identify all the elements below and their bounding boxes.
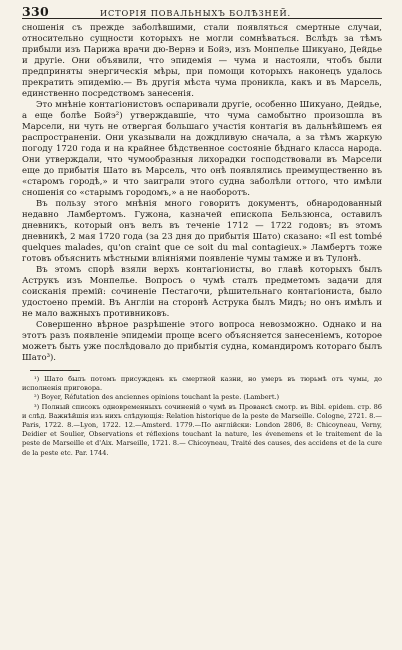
paragraph: Совершенно вѣрное разрѣшеніе этого вопроса невозможно. Однако и на этотъ разъ появленіе эпидеміи проще всего объясняется занесеніемъ, которое можетъ быть уже послѣдовало до прибытія судна, командиромъ котораго былъ Шато³).	[22, 320, 382, 363]
footnotes	[22, 375, 382, 458]
paragraph: сношенія съ прежде заболѣвшими, стали появляться смертные случаи, относительно сущности которыхъ не могли сомнѣваться. Вслѣдъ за тѣмъ прибыли изъ Парижа врачи дю-Вернэ и Бойэ, изъ Монпелье Шикуано, Дейдье и другіе. Они объявили, что эпидемія — чума и настояли, чтобъ были предприняты энергическія мѣры, при помощи которыхъ наконецъ удалось прекратить эпидемію.— Въ другія мѣста чума проникла, какъ и въ Марсель, единственно посредствомъ занесенія.	[22, 23, 382, 99]
footnote: ¹) Шато былъ потомъ присужденъ къ смертной казни, но умеръ въ тюрьмѣ отъ чумы, до исполненія приговора.	[22, 375, 382, 393]
footnote: ²) Boyer, Réfutation des anciennes opinions touchant la peste. (Lambert.)	[34, 393, 280, 402]
running-title: ИСТОРІЯ ПОВАЛЬНЫХЪ БОЛѢЗНЕЙ.	[99, 8, 292, 18]
running-head	[22, 4, 382, 19]
paragraph: Это мнѣніе контагіонистовъ оспаривали другіе, особенно Шикуано, Дейдье, а еще болѣе Бойэ²) утверждавшіе, что чума самобытно произошла въ Марсели, ни чуть не отвергая большаго участія контагія въ дальнѣйшемъ ея распространеніи. Они указывали на дождливую сначала, а за тѣмъ жаркую погоду 1720 года и на крайнее бѣдственное состояніе бѣднаго класса народа. Они утверждали, что чумообразныя лихорадки господствовали въ Марсели еще до прибытія Шато въ Марсель, что онѣ появлялись преимущественно въ «старомъ городѣ,» и что заиграли этого судна заболѣли оттого, что имѣли сношенія со «старымъ городомъ,» а не наоборотъ.	[22, 100, 382, 198]
footnote-separator	[30, 370, 80, 371]
main-text	[22, 23, 382, 364]
paragraph: Въ пользу этого мнѣнія много говоритъ документъ, обнародованный недавно Ламбертомъ. Гужона, казначей епископа Бельзюнса, оставилъ дневникъ, который онъ велъ въ теченіе 1712 — 1722 годовъ; въ этомъ дневникѣ, 2 мая 1720 года (за 23 дня до прибытія Шато) сказано: «Il est tombé quelques malades, qu'on craint que ce soit du mal contagieux.» Ламбертъ тоже готовъ объяснить мѣстными вліяніями появленіе чумы тамже и въ Тулонѣ.	[22, 199, 382, 264]
page-number: 330	[22, 4, 49, 19]
footnote: ³) Полный списокъ одновременныхъ сочиненій о чумѣ въ Провансѣ смотр. въ Bibl. epidem. стр. 86 и слѣд. Важнѣйшія изъ нихъ слѣдующія: Relation historique de la peste de Marseille. Cologne, 2721. 8.—Paris, 1722. 8.—Lyon, 1722. 12.—Amsterd. 1779.—По англійски: London 2806, 8: Chicoyneau, Verny, Deidier et Soulier, Observations et réflexions touchant la nature, les évenemens et le traitement de la peste de Marseille et d'Aix. Marseille, 1721. 8.— Chicoyneau, Traité des causes, des accidens et de la cure de la peste etc. Par. 1744.	[22, 402, 382, 457]
paragraph: Въ этомъ спорѣ взяли верхъ контагіонисты, во главѣ которыхъ былъ Аструкъ изъ Монпелье. Вопросъ о чумѣ сталъ предметомъ задачи для соисканія премій: сочиненіе Пестагочи, рѣшительнаго контагіониста, было удостоено премій. Въ Англіи на сторонѣ Аструка былъ Мидъ; но онъ имѣлъ и не мало важныхъ противниковъ.	[22, 265, 382, 319]
